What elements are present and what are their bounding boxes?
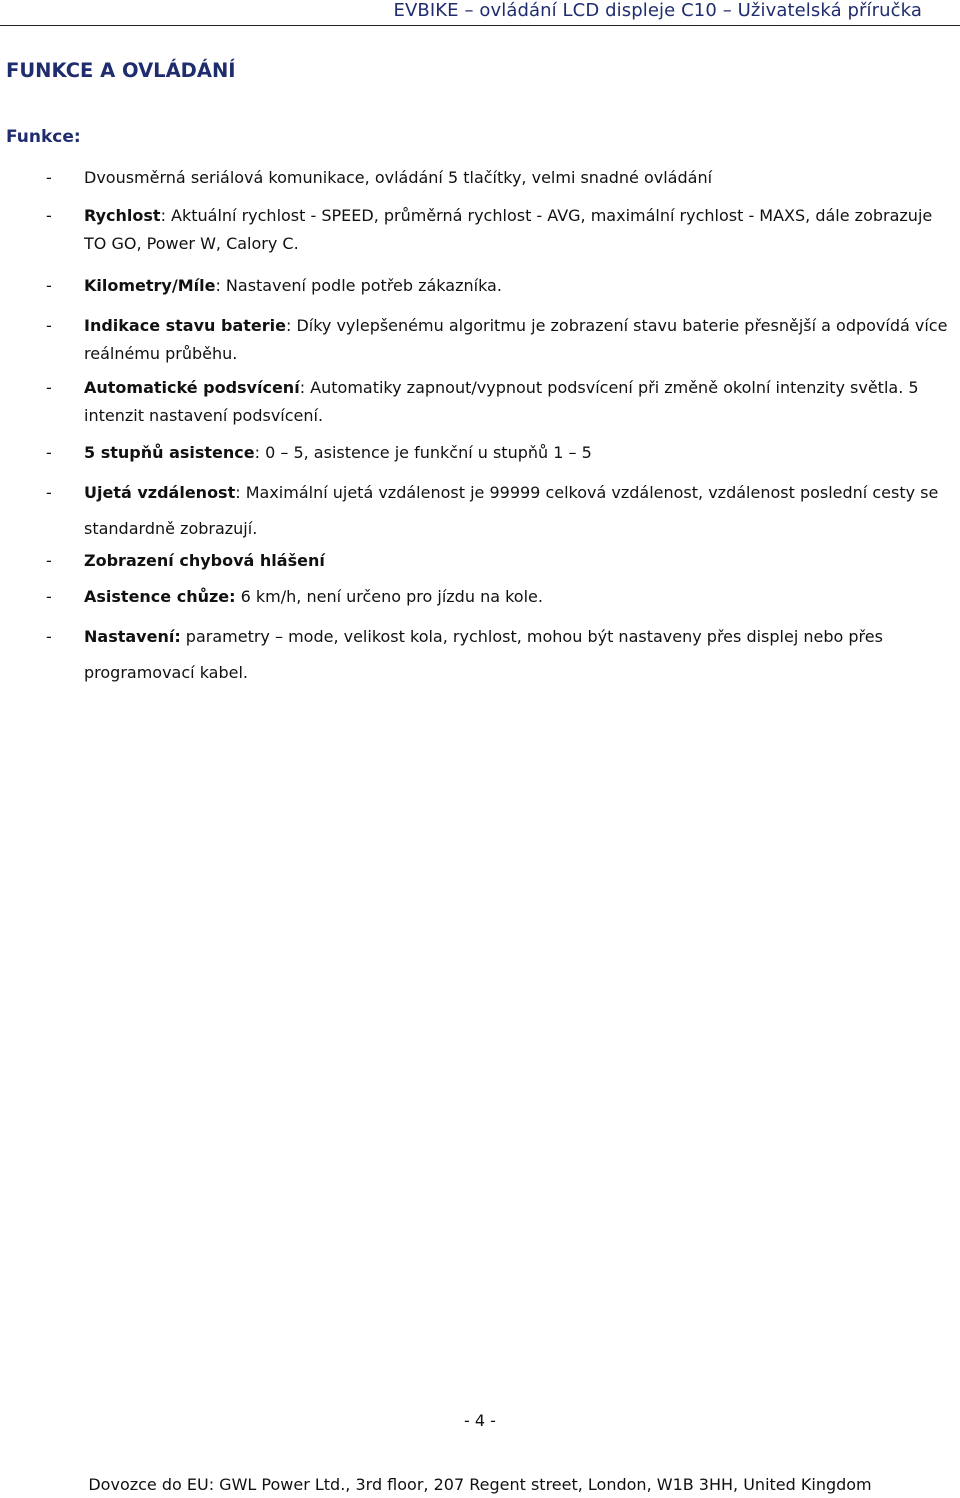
item-label: Ujetá vzdálenost (84, 483, 236, 502)
item-label: Nastavení: (84, 627, 181, 646)
item-text: : Díky vylepšenému algoritmu je zobrazení stavu baterie přesnější a odpovídá více reálnému průběhu. (84, 316, 948, 363)
list-bullet: - (46, 483, 52, 502)
item-text: : Automatiky zapnout/vypnout podsvícení při změně okolní intenzity světla. 5 intenzit nastavení podsvícení. (84, 378, 919, 425)
item-label: Automatické podsvícení (84, 378, 300, 397)
list-bullet: - (46, 443, 52, 462)
list-bullet: - (46, 378, 52, 397)
list-bullet: - (46, 276, 52, 295)
item-label: Kilometry/Míle (84, 276, 216, 295)
item-label: 5 stupňů asistence (84, 443, 255, 462)
item-text: : 0 – 5, asistence je funkční u stupňů 1 – 5 (254, 443, 592, 462)
document-header-title: EVBIKE – ovládání LCD displeje C10 – Uživatelská příručka (393, 0, 922, 21)
list-bullet: - (46, 168, 52, 187)
section-subtitle: Funkce: (6, 127, 81, 147)
list-bullet: - (46, 316, 52, 335)
header-divider (0, 25, 960, 26)
item-label: Rychlost (84, 206, 161, 225)
section-title: FUNKCE A OVLÁDÁNÍ (6, 59, 236, 82)
item-text: parametry – mode, velikost kola, rychlost, mohou být nastaveny přes displej nebo přes programovací kabel. (84, 627, 883, 682)
page-number: - 4 - (464, 1411, 496, 1430)
document-footer (0, 1475, 960, 1494)
item-text: : Aktuální rychlost - SPEED, průměrná rychlost - AVG, maximální rychlost - MAXS, dále zobrazuje TO GO, Power W, Calory C. (84, 206, 933, 253)
item-label: Indikace stavu baterie (84, 316, 286, 335)
list-bullet: - (46, 551, 52, 570)
item-label: Asistence chůze: (84, 587, 236, 606)
item-label: Zobrazení chybová hlášení (84, 551, 325, 570)
item-text: : Maximální ujetá vzdálenost je 99999 celková vzdálenost, vzdálenost poslední cesty se standardně zobrazují. (84, 483, 939, 538)
item-text: Dvousměrná seriálová komunikace, ovládání 5 tlačítky, velmi snadné ovládání (84, 168, 713, 187)
list-bullet: - (46, 627, 52, 646)
item-text: : Nastavení podle potřeb zákazníka. (215, 276, 502, 295)
item-text: 6 km/h, není určeno pro jízdu na kole. (235, 587, 543, 606)
list-bullet: - (46, 587, 52, 606)
footer-address: GWL Power Ltd., 3rd floor, 207 Regent street, London, W1B 3HH, United Kingdom (214, 1475, 872, 1494)
list-bullet: - (46, 206, 52, 225)
footer-lead: Dovozce do EU: (88, 1475, 215, 1494)
